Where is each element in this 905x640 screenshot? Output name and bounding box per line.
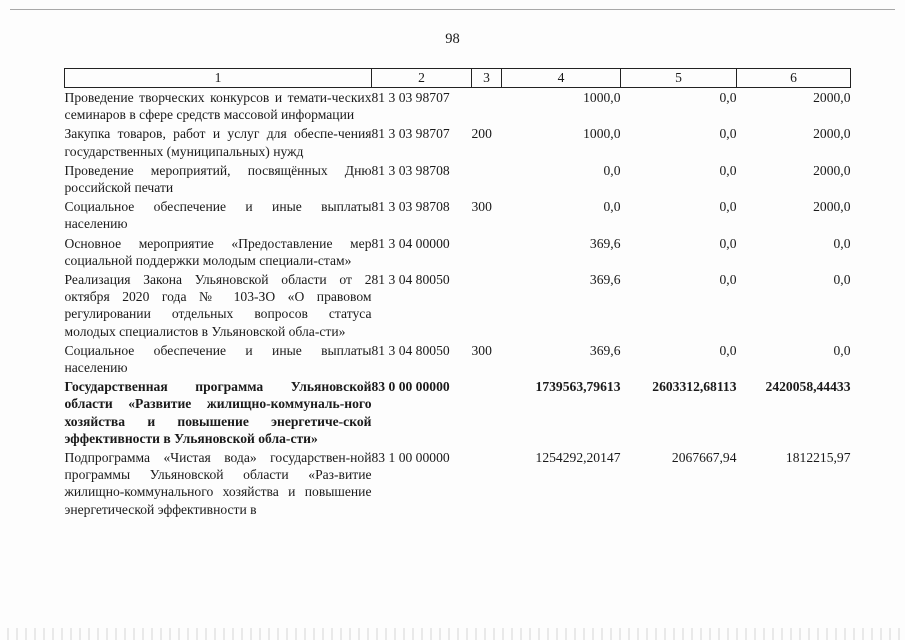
row-amount-3-cell: 2000,0 (813, 199, 851, 215)
scan-edge-noise (0, 628, 905, 640)
row-amount-2-cell: 0,0 (719, 272, 737, 288)
table-row (65, 270, 851, 341)
column-header: 4 (502, 69, 621, 88)
row-amount-3-cell: 2000,0 (813, 126, 851, 142)
row-code-cell: 81 3 04 00000 (371, 235, 450, 251)
row-amount-3-cell: 0,0 (833, 342, 851, 358)
row-code-cell: 81 3 03 98708 (371, 199, 450, 215)
row-amount-3-cell: 2000,0 (813, 90, 851, 105)
table-row (65, 161, 851, 197)
row-amount-1-cell: 1000,0 (583, 126, 621, 142)
row-name-cell: Реализация Закона Ульяновской области от 2 октября 2020 года № 103-ЗО «О правовом регулировании отдельных вопросов статуса молодых специалистов в Ульяновской обла-сти» (64, 272, 372, 339)
row-amount-3-cell: 2000,0 (813, 162, 851, 178)
row-type-cell: 200 (471, 126, 492, 142)
row-amount-1-cell: 0,0 (603, 199, 621, 215)
row-name-cell: Проведение мероприятий, посвящённых Дню российской печати (64, 162, 372, 196)
row-amount-2-cell: 0,0 (719, 342, 737, 358)
page-number: 98 (445, 31, 460, 47)
row-amount-3-cell: 2420058,44433 (765, 379, 851, 395)
row-name-cell: Закупка товаров, работ и услуг для обеспе-чения государственных (муниципальных) нужд (64, 126, 372, 159)
row-type-cell (472, 377, 502, 448)
page-top-rule (10, 9, 895, 10)
row-amount-1-cell: 0,0 (603, 162, 621, 178)
row-name-cell: Основное мероприятие «Предоставление мер социальной поддержки молодым специали-стам» (64, 235, 372, 268)
row-amount-3-cell: 0,0 (833, 235, 851, 251)
table-row (65, 234, 851, 270)
budget-table (64, 68, 851, 519)
row-amount-1-cell: 369,6 (589, 342, 621, 358)
column-header: 2 (372, 69, 472, 88)
row-type-cell (472, 448, 502, 519)
row-amount-1-cell: 1254292,20147 (535, 450, 621, 466)
row-type-cell (472, 270, 502, 341)
table-header-row (65, 69, 851, 88)
column-header: 1 (65, 69, 372, 88)
row-amount-2-cell: 0,0 (719, 162, 737, 178)
row-code-cell: 83 0 00 00000 (371, 379, 450, 395)
row-name-cell: Подпрограмма «Чистая вода» государствен-ной программы Ульяновской области «Раз-витие жилищно-коммунального хозяйства и повышение энергетической эффективности в (64, 450, 372, 517)
table-row (65, 377, 851, 448)
table-row (65, 448, 851, 519)
table-row (65, 88, 851, 125)
column-header: 3 (472, 69, 502, 88)
row-type-cell: 300 (471, 342, 492, 358)
row-amount-1-cell: 369,6 (589, 235, 621, 251)
row-code-cell: 81 3 03 98708 (371, 162, 450, 178)
row-code-cell: 83 1 00 00000 (371, 450, 450, 466)
row-type-cell: 300 (471, 199, 492, 215)
table-row (65, 124, 851, 160)
row-type-cell (472, 88, 502, 125)
row-name-cell: Социальное обеспечение и иные выплаты населению (64, 199, 372, 232)
row-amount-2-cell: 2067667,94 (671, 450, 737, 466)
row-amount-2-cell: 0,0 (719, 126, 737, 142)
row-amount-3-cell: 1812215,97 (785, 450, 851, 466)
row-amount-1-cell: 369,6 (589, 272, 621, 288)
column-header: 5 (621, 69, 737, 88)
row-amount-2-cell: 0,0 (719, 199, 737, 215)
row-amount-1-cell: 1739563,79613 (535, 379, 621, 395)
row-amount-1-cell: 1000,0 (583, 90, 621, 105)
row-code-cell: 81 3 04 80050 (371, 342, 450, 358)
row-amount-3-cell: 0,0 (833, 272, 851, 288)
row-code-cell: 81 3 04 80050 (371, 272, 450, 288)
row-code-cell: 81 3 03 98707 (371, 90, 450, 105)
row-type-cell (472, 161, 502, 197)
row-amount-2-cell: 2603312,68113 (652, 379, 737, 395)
row-name-cell: Социальное обеспечение и иные выплаты населению (64, 342, 372, 376)
row-name-cell: Государственная программа Ульяновской области «Развитие жилищно-коммуналь-ного хозяйства и повышение энергетиче-ской эффективности в Ульяновской обла-сти» (64, 379, 372, 446)
row-name-cell: Проведение творческих конкурсов и темати-ческих семинаров в сфере средств массовой информации (64, 90, 372, 123)
row-amount-2-cell: 0,0 (719, 90, 737, 105)
table-row (65, 197, 851, 233)
column-header: 6 (737, 69, 851, 88)
row-type-cell (472, 234, 502, 270)
row-amount-2-cell: 0,0 (719, 235, 737, 251)
table-row (65, 341, 851, 377)
row-code-cell: 81 3 03 98707 (371, 126, 450, 142)
